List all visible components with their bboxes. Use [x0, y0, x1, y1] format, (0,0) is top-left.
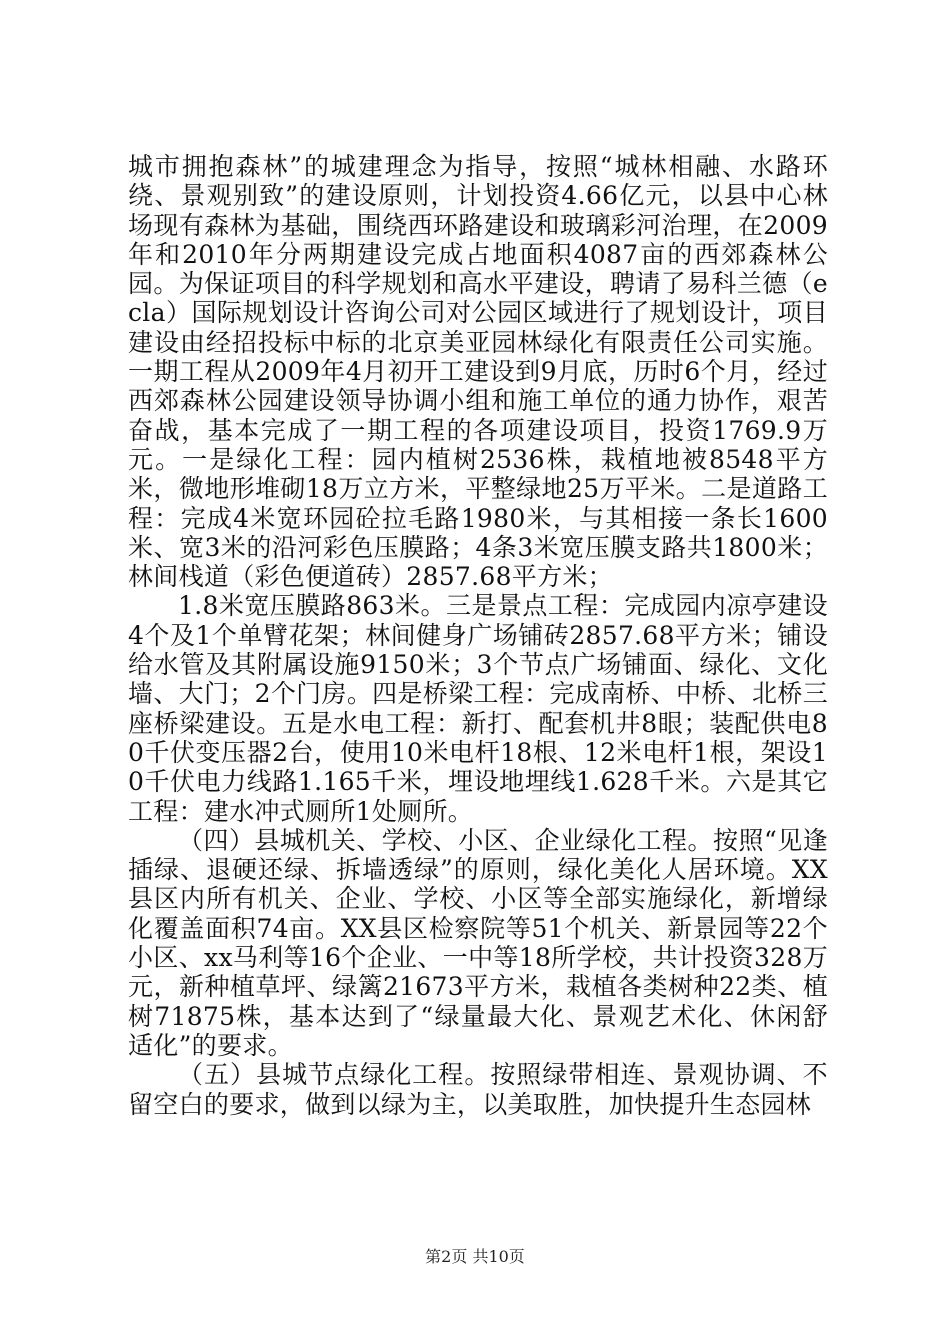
paragraph-4: （五）县城节点绿化工程。按照绿带相连、景观协调、不留空白的要求，做到以绿为主，以美取胜，加快提升生态园林: [128, 1060, 828, 1119]
document-body: [128, 152, 828, 1119]
paragraph-2: 1.8米宽压膜路863米。三是景点工程：完成园内凉亭建设4个及1个单臂花架；林间健身广场铺砖2857.68平方米；铺设给水管及其附属设施9150米；3个节点广场铺面、绿化、文化墙、大门；2个门房。四是桥梁工程：完成南桥、中桥、北桥三座桥梁建设。五是水电工程：新打、配套机井8眼；装配供电80千伏变压器2台，使用10米电杆18根、12米电杆1根，架设10千伏电力线路1.165千米，埋设地埋线1.628千米。六是其它工程：建水冲式厕所1处厕所。: [128, 591, 828, 826]
paragraph-3: （四）县城机关、学校、小区、企业绿化工程。按照“见逢插绿、退硬还绿、拆墙透绿”的原则，绿化美化人居环境。XX县区内所有机关、企业、学校、小区等全部实施绿化，新增绿化覆盖面积74亩。XX县区检察院等51个机关、新景园等22个小区、xx马利等16个企业、一中等18所学校，共计投资328万元，新种植草坪、绿篱21673平方米，栽植各类树种22类、植树71875株，基本达到了“绿量最大化、景观艺术化、休闲舒适化”的要求。: [128, 825, 828, 1060]
paragraph-1: 城市拥抱森林”的城建理念为指导，按照“城林相融、水路环绕、景观别致”的建设原则，计划投资4.66亿元，以县中心林场现有森林为基础，围绕西环路建设和玻璃彩河治理，在2009年和2010年分两期建设完成占地面积4087亩的西郊森林公园。为保证项目的科学规划和高水平建设，聘请了易科兰德（ecla）国际规划设计咨询公司对公园区域进行了规划设计，项目建设由经招投标中标的北京美亚园林绿化有限责任公司实施。一期工程从2009年4月初开工建设到9月底，历时6个月，经过西郊森林公园建设领导协调小组和施工单位的通力协作，艰苦奋战，基本完成了一期工程的各项建设项目，投资1769.9万元。一是绿化工程：园内植树2536株，栽植地被8548平方米，微地形堆砌18万立方米，平整绿地25万平米。二是道路工程：完成4米宽环园砼拉毛路1980米，与其相接一条长1600米、宽3米的沿河彩色压膜路；4条3米宽压膜支路共1800米；林间栈道（彩色便道砖）2857.68平方米；: [128, 152, 828, 592]
page-number-footer: 第2页 共10页: [425, 1247, 525, 1266]
